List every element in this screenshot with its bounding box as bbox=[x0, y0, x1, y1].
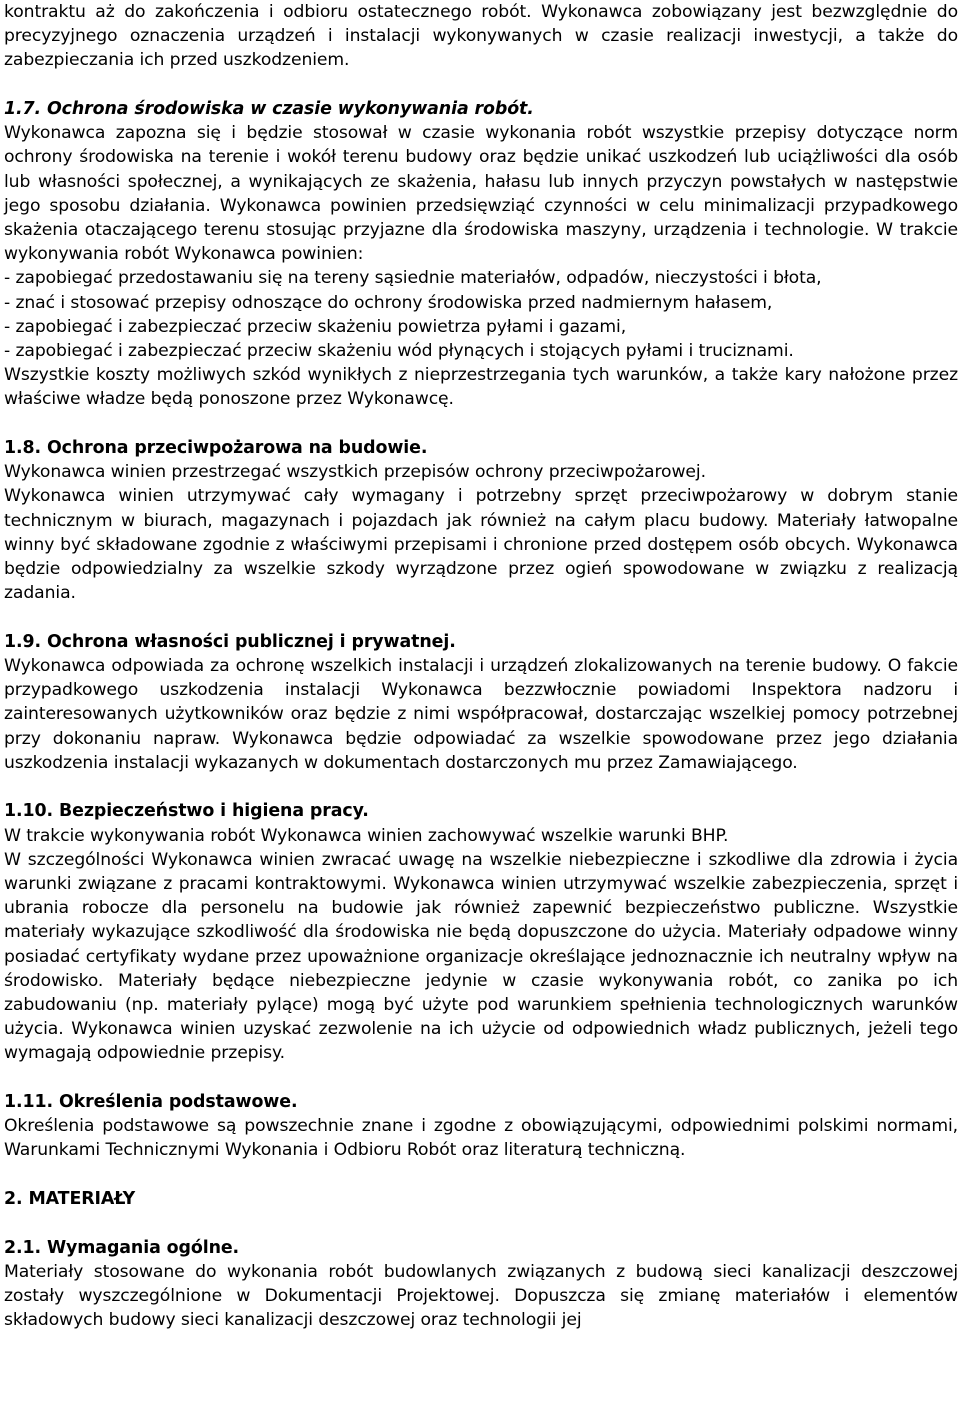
section-1-10-heading: 1.10. Bezpieczeństwo i higiena pracy. bbox=[4, 801, 369, 822]
section-1-11-heading: 1.11. Określenia podstawowe. bbox=[4, 1092, 298, 1113]
section-1-9-heading: 1.9. Ochrona własności publicznej i prywatnej. bbox=[4, 631, 456, 652]
section-1-9-body: Wykonawca odpowiada za ochronę wszelkich instalacji i urządzeń zlokalizowanych na terenie budowy. O fakcie przypadkowego uszkodzenia instalacji Wykonawca bezzwłocznie powiadomi Inspektora nadzoru i zainteresowanych użytkowników oraz będzie z nimi współpracował, dostarczając wszelkiej pomocy potrzebnej przy dokonaniu napraw. Wykonawca będzie odpowiadać za wszelkie spowodowane przez jego działania uszkodzenia instalacji wykazanych w dokumentach dostarczonych mu przez Zamawiającego. bbox=[4, 656, 958, 773]
chapter-2-heading: 2. MATERIAŁY bbox=[4, 1189, 136, 1210]
section-2-1-body: Materiały stosowane do wykonania robót budowlanych związanych z budową sieci kanalizacji deszczowej zostały wyszczególnione w Dokumentacji Projektowej. Dopuszcza się zmianę materiałów i elementów składowych budowy sieci kanalizacji deszczowej oraz technologii jej bbox=[4, 1261, 958, 1331]
section-1-10-line: W trakcie wykonywania robót Wykonawca winien zachowywać wszelkie warunki BHP. bbox=[4, 825, 729, 846]
section-1-7-closing: Wszystkie koszty możliwych szkód wynikłych z nieprzestrzegania tych warunków, a także kary nałożone przez właściwe władze będą ponoszone przez Wykonawcę. bbox=[4, 365, 958, 410]
section-1-8-heading: 1.8. Ochrona przeciwpożarowa na budowie. bbox=[4, 438, 428, 459]
section-1-10-body: W szczególności Wykonawca winien zwracać uwagę na wszelkie niebezpieczne i szkodliwe dla zdrowia i życia warunki związane z pracami kontraktowymi. Wykonawca winien utrzymywać wszelkie zabezpieczenia, sprzęt i ubrania robocze dla personelu na budowie jak również zapewnić bezpieczeństwo publiczne. Wszystkie materiały wykazujące szkodliwość dla środowiska nie będą dopuszczone do użycia. Materiały odpadowe winny posiadać certyfikaty wydane przez upoważnione organizacje określające jednoznacznie ich neutralny wpływ na środowisko. Materiały będące niebezpieczne jedynie w czasie wykonywania robót, co zanika po ich zabudowaniu (np. materiały pylące) mogą być użyte pod warunkiem spełnienia technologicznych warunków użycia. Wykonawca winien uzyskać zezwolenie na ich użycie od odpowiednich władz publicznych, jeżeli tego wymagają odpowiednie przepisy. bbox=[4, 849, 958, 1064]
section-1-7-body: Wykonawca zapozna się i będzie stosował w czasie wykonania robót wszystkie przepisy dotyczące norm ochrony środowiska na terenie i wokół terenu budowy oraz będzie unikać uszkodzeń lub uciążliwości dla osób lub własności społecznej, a wynikających ze skażenia, hałasu lub innych przyczyn powstałych w następstwie jego sposobu działania. Wykonawca powinien przedsięwziąć czynności w celu minimalizacji przypadkowego skażenia otaczającego terenu stosując przyjazne dla środowiska maszyny, urządzenia i technologie. W trakcie wykonywania robót Wykonawca powinien: bbox=[4, 123, 958, 265]
section-1-8-line: Wykonawca winien przestrzegać wszystkich przepisów ochrony przeciwpożarowej. bbox=[4, 462, 706, 483]
section-1-7-heading: 1.7. Ochrona środowiska w czasie wykonywania robót. bbox=[4, 99, 534, 119]
section-2-1-heading: 2.1. Wymagania ogólne. bbox=[4, 1237, 240, 1258]
section-1-11-body: Określenia podstawowe są powszechnie znane i zgodne z obowiązującymi, odpowiednimi polskimi normami, Warunkami Technicznymi Wykonania i Odbioru Robót oraz literaturą techniczną. bbox=[4, 1116, 958, 1161]
document-page bbox=[4, 0, 958, 1332]
list-item: - zapobiegać i zabezpieczać przeciw skażeniu powietrza pyłami i gazami, bbox=[4, 316, 627, 337]
list-item: - zapobiegać i zabezpieczać przeciw skażeniu wód płynących i stojących pyłami i truciznami. bbox=[4, 341, 794, 362]
section-1-8-body: Wykonawca winien utrzymywać cały wymagany i potrzebny sprzęt przeciwpożarowy w dobrym stanie technicznym w biurach, magazynach i pojazdach jak również na całym placu budowy. Materiały łatwopalne winny być składowane zgodnie z właściwymi przepisami i chronione przed dostępem osób obcych. Wykonawca będzie odpowiedzialny za wszelkie szkody wyrządzone przez ogień spowodowane w związku z realizacją zadania. bbox=[4, 486, 958, 604]
intro-paragraph: kontraktu aż do zakończenia i odbioru ostatecznego robót. Wykonawca zobowiązany jest bezwzględnie do precyzyjnego oznaczenia urządzeń i instalacji wykonywanych w czasie realizacji inwestycji, a także do zabezpieczania ich przed uszkodzeniem. bbox=[4, 2, 958, 71]
list-item: - zapobiegać przedostawaniu się na tereny sąsiednie materiałów, odpadów, nieczystości i błota, bbox=[4, 268, 822, 289]
list-item: - znać i stosować przepisy odnoszące do ochrony środowiska przed nadmiernym hałasem, bbox=[4, 292, 773, 313]
